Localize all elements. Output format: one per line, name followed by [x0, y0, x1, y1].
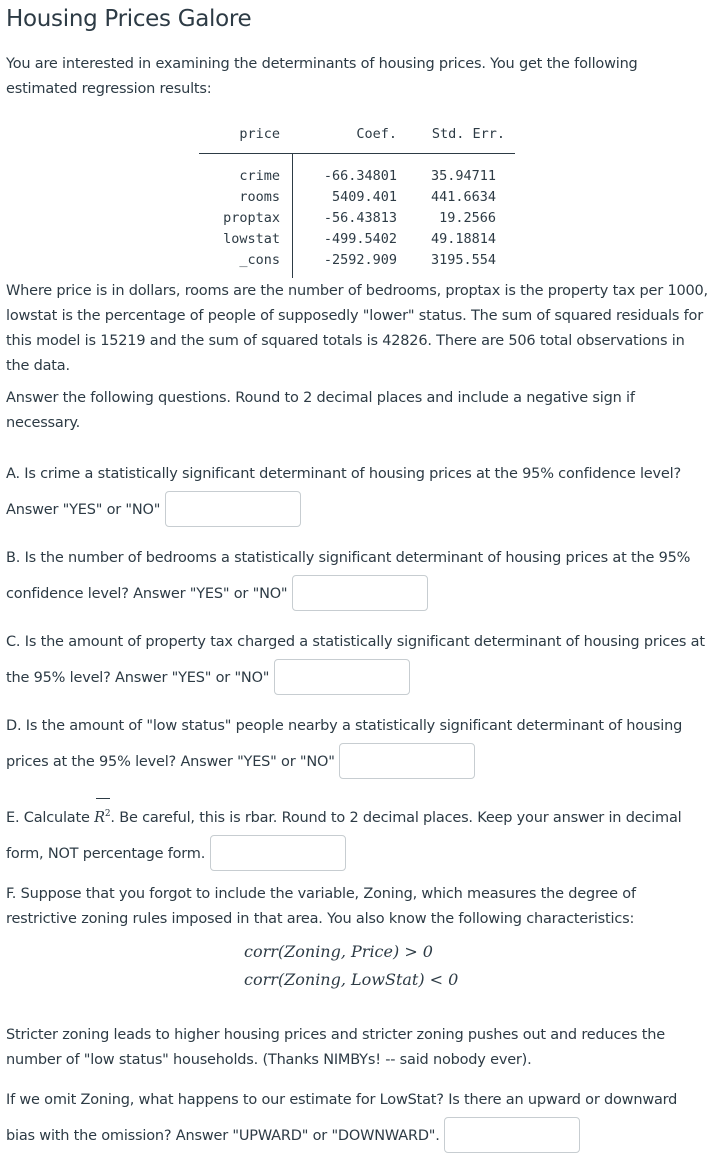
- question-e: [6, 797, 696, 872]
- instructions-text: Answer the following questions. Round to 2 decimal places and include a negative sign if necessary.: [6, 390, 635, 431]
- question-a-text: A. Is crime a statistically significant determinant of housing prices at the 95% confidence level? Answer "YES" or "NO": [6, 466, 681, 518]
- corr-zoning-price: corr(Zoning, Price) > 0: [244, 942, 433, 961]
- row-var: _cons: [239, 252, 280, 268]
- question-e-prefix: E. Calculate: [6, 809, 90, 826]
- se-header: Std. Err.: [431, 126, 505, 142]
- description-text: Where price is in dollars, rooms are the number of bedrooms, proptax is the property tax per 1000, lowstat is the percentage of people of supposedly "lower" status. The sum of squared residuals for this model is 15219 and the sum of squared totals is 42826. There are 506 total observations in the data.: [6, 283, 708, 374]
- corr-zoning-lowstat: corr(Zoning, LowStat) < 0: [244, 970, 459, 989]
- dep-var-header: price: [239, 126, 280, 142]
- question-c: [6, 625, 706, 696]
- row-var: rooms: [239, 189, 280, 205]
- answer-e-input[interactable]: [210, 835, 346, 871]
- question-a: [6, 457, 696, 528]
- row-se: 49.18814: [430, 231, 496, 247]
- row-coef: -499.5402: [323, 231, 397, 247]
- question-b-text: B. Is the number of bedrooms a statistically significant determinant of housing prices at the 95% confidence level? Answer "YES" or "NO": [6, 550, 691, 602]
- table-column-rule: [292, 153, 293, 278]
- page-title: Housing Prices Galore: [6, 6, 252, 32]
- row-coef: -66.34801: [323, 168, 397, 184]
- question-f: [6, 1083, 696, 1154]
- question-b: [6, 541, 696, 612]
- question-f-question: If we omit Zoning, what happens to our estimate for LowStat? Is there an upward or downward bias with the omission? Answer "UPWARD" or "DOWNWARD".: [6, 1092, 678, 1144]
- row-se: 19.2566: [439, 210, 496, 226]
- answer-f-input[interactable]: [444, 1117, 580, 1153]
- row-se: 3195.554: [430, 252, 496, 268]
- answer-c-input[interactable]: [274, 659, 410, 695]
- question-c-text: C. Is the amount of property tax charged a statistically significant determinant of housing prices at the 95% level? Answer "YES" or "NO": [6, 634, 705, 686]
- row-coef: 5409.401: [331, 189, 397, 205]
- row-se: 35.94711: [430, 168, 496, 184]
- question-d: [6, 709, 696, 780]
- question-e-suffix: . Be careful, this is rbar. Round to 2 decimal places. Keep your answer in decimal form, NOT percentage form.: [6, 809, 682, 862]
- answer-d-input[interactable]: [339, 743, 475, 779]
- answer-b-input[interactable]: [292, 575, 428, 611]
- row-coef: -2592.909: [323, 252, 397, 268]
- intro-text: You are interested in examining the determinants of housing prices. You get the following estimated regression results:: [6, 56, 638, 97]
- row-var: lowstat: [223, 231, 280, 247]
- row-coef: -56.43813: [323, 210, 397, 226]
- question-f-note: Stricter zoning leads to higher housing prices and stricter zoning pushes out and reduces the number of "low status" households. (Thanks NIMBYs! -- said nobody ever).: [6, 1027, 665, 1068]
- row-se: 441.6634: [430, 189, 496, 205]
- row-var: crime: [239, 168, 280, 184]
- question-d-text: D. Is the amount of "low status" people nearby a statistically significant determinant of housing prices at the 95% level? Answer "YES" or "NO": [6, 718, 683, 770]
- row-var: proptax: [223, 210, 280, 226]
- coef-header: Coef.: [356, 126, 397, 142]
- question-f-text: F. Suppose that you forgot to include the variable, Zoning, which measures the degree of restrictive zoning rules imposed in that area. You also know the following characteristics:: [6, 886, 636, 927]
- answer-a-input[interactable]: [165, 491, 301, 527]
- r-bar-squared: $R^2$: [94, 797, 110, 836]
- table-header-rule: [199, 153, 515, 154]
